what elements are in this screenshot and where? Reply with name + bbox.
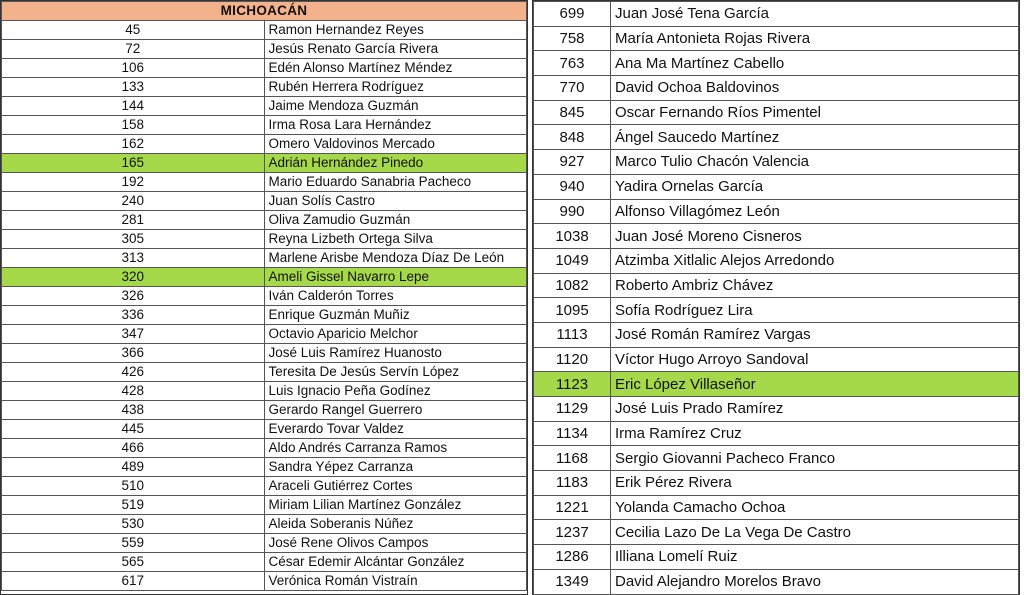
row-name: Ángel Saucedo Martínez [611, 125, 1019, 150]
row-name: Yadira Ornelas García [611, 174, 1019, 199]
row-number: 133 [2, 78, 265, 97]
row-number: 510 [2, 477, 265, 496]
row-number: 1120 [534, 347, 611, 372]
row-number: 1349 [534, 569, 611, 594]
row-number: 320 [2, 268, 265, 287]
table-row [534, 125, 1019, 150]
table-row [2, 40, 527, 59]
row-name: Ameli Gissel Navarro Lepe [264, 268, 527, 287]
row-number: 165 [2, 154, 265, 173]
row-name: Marco Tulio Chacón Valencia [611, 150, 1019, 175]
table-row [534, 520, 1019, 545]
row-number: 1183 [534, 471, 611, 496]
row-name: Iván Calderón Torres [264, 287, 527, 306]
table-row [534, 298, 1019, 323]
row-name: Roberto Ambriz Chávez [611, 273, 1019, 298]
table-row [2, 401, 527, 420]
table-row [534, 322, 1019, 347]
row-number: 347 [2, 325, 265, 344]
row-number: 1134 [534, 421, 611, 446]
row-number: 240 [2, 192, 265, 211]
row-name: Mario Eduardo Sanabria Pacheco [264, 173, 527, 192]
row-number: 763 [534, 51, 611, 76]
row-number: 1129 [534, 397, 611, 422]
row-number: 770 [534, 76, 611, 101]
row-name: Araceli Gutiérrez Cortes [264, 477, 527, 496]
row-number: 845 [534, 100, 611, 125]
table-row [534, 100, 1019, 125]
row-name: Juan Solís Castro [264, 192, 527, 211]
row-number: 366 [2, 344, 265, 363]
table-row [534, 372, 1019, 397]
state-header: MICHOACÁN [2, 2, 527, 21]
table-row [534, 174, 1019, 199]
table-row [2, 382, 527, 401]
row-number: 466 [2, 439, 265, 458]
row-name: José Luis Ramírez Huanosto [264, 344, 527, 363]
row-name: José Luis Prado Ramírez [611, 397, 1019, 422]
table-row [2, 344, 527, 363]
row-number: 45 [2, 21, 265, 40]
table-row [534, 150, 1019, 175]
row-name: Reyna Lizbeth Ortega Silva [264, 230, 527, 249]
row-name: Gerardo Rangel Guerrero [264, 401, 527, 420]
row-number: 848 [534, 125, 611, 150]
row-name: Víctor Hugo Arroyo Sandoval [611, 347, 1019, 372]
row-name: Ana Ma Martínez Cabello [611, 51, 1019, 76]
table-row [2, 211, 527, 230]
table-row [534, 495, 1019, 520]
row-number: 1286 [534, 545, 611, 570]
table-row [534, 397, 1019, 422]
row-number: 144 [2, 97, 265, 116]
row-name: Adrián Hernández Pinedo [264, 154, 527, 173]
row-name: Edén Alonso Martínez Méndez [264, 59, 527, 78]
row-name: María Antonieta Rojas Rivera [611, 26, 1019, 51]
table-row [2, 97, 527, 116]
row-number: 326 [2, 287, 265, 306]
row-name: Teresita De Jesús Servín López [264, 363, 527, 382]
table-row [534, 545, 1019, 570]
right-table [533, 1, 1019, 595]
table-row [2, 173, 527, 192]
table-row [534, 51, 1019, 76]
row-name: Alfonso Villagómez León [611, 199, 1019, 224]
row-number: 281 [2, 211, 265, 230]
table-row [2, 572, 527, 591]
row-name: Enrique Guzmán Muñiz [264, 306, 527, 325]
row-number: 1082 [534, 273, 611, 298]
right-table-panel [532, 0, 1020, 595]
row-number: 1237 [534, 520, 611, 545]
row-name: Sandra Yépez Carranza [264, 458, 527, 477]
row-name: Sofía Rodríguez Lira [611, 298, 1019, 323]
row-number: 1038 [534, 224, 611, 249]
row-name: David Ochoa Baldovinos [611, 76, 1019, 101]
row-number: 1168 [534, 446, 611, 471]
table-row [2, 439, 527, 458]
table-row [534, 471, 1019, 496]
table-row [2, 230, 527, 249]
row-name: César Edemir Alcántar González [264, 553, 527, 572]
row-number: 565 [2, 553, 265, 572]
table-row [2, 78, 527, 97]
table-row [2, 515, 527, 534]
row-number: 428 [2, 382, 265, 401]
row-name: Cecilia Lazo De La Vega De Castro [611, 520, 1019, 545]
row-number: 990 [534, 199, 611, 224]
row-name: Oliva Zamudio Guzmán [264, 211, 527, 230]
row-name: Octavio Aparicio Melchor [264, 325, 527, 344]
table-row [2, 534, 527, 553]
table-row [534, 26, 1019, 51]
row-name: Jaime Mendoza Guzmán [264, 97, 527, 116]
table-row [2, 59, 527, 78]
row-name: David Alejandro Morelos Bravo [611, 569, 1019, 594]
row-number: 699 [534, 2, 611, 27]
row-number: 519 [2, 496, 265, 515]
row-number: 192 [2, 173, 265, 192]
row-number: 1123 [534, 372, 611, 397]
row-number: 158 [2, 116, 265, 135]
row-number: 336 [2, 306, 265, 325]
table-row [534, 248, 1019, 273]
row-number: 445 [2, 420, 265, 439]
row-number: 1113 [534, 322, 611, 347]
left-table [1, 1, 527, 591]
row-name: Everardo Tovar Valdez [264, 420, 527, 439]
row-name: Erik Pérez Rivera [611, 471, 1019, 496]
row-name: Jesús Renato García Rivera [264, 40, 527, 59]
row-number: 617 [2, 572, 265, 591]
row-name: Ramon Hernandez Reyes [264, 21, 527, 40]
table-row [2, 249, 527, 268]
row-number: 313 [2, 249, 265, 268]
row-number: 438 [2, 401, 265, 420]
table-row [534, 76, 1019, 101]
row-name: Irma Rosa Lara Hernández [264, 116, 527, 135]
table-row [2, 496, 527, 515]
row-name: Atzimba Xitlalic Alejos Arredondo [611, 248, 1019, 273]
row-name: Verónica Román Vistraín [264, 572, 527, 591]
row-name: José Rene Olivos Campos [264, 534, 527, 553]
row-number: 489 [2, 458, 265, 477]
row-name: Irma Ramírez Cruz [611, 421, 1019, 446]
table-row [2, 268, 527, 287]
row-number: 530 [2, 515, 265, 534]
table-row [534, 446, 1019, 471]
row-number: 162 [2, 135, 265, 154]
table-row [2, 287, 527, 306]
table-row [2, 325, 527, 344]
row-number: 1095 [534, 298, 611, 323]
row-number: 927 [534, 150, 611, 175]
row-number: 1221 [534, 495, 611, 520]
table-row [2, 154, 527, 173]
row-name: Yolanda Camacho Ochoa [611, 495, 1019, 520]
row-name: Marlene Arisbe Mendoza Díaz De León [264, 249, 527, 268]
row-number: 1049 [534, 248, 611, 273]
row-number: 305 [2, 230, 265, 249]
table-row [2, 116, 527, 135]
table-row [534, 421, 1019, 446]
row-name: Illiana Lomelí Ruiz [611, 545, 1019, 570]
row-name: Juan José Moreno Cisneros [611, 224, 1019, 249]
row-name: Juan José Tena García [611, 2, 1019, 27]
table-row [2, 192, 527, 211]
table-row [2, 135, 527, 154]
row-name: Oscar Fernando Ríos Pimentel [611, 100, 1019, 125]
table-row [534, 2, 1019, 27]
table-row [2, 458, 527, 477]
row-name: Aleida Soberanis Núñez [264, 515, 527, 534]
table-row [534, 569, 1019, 594]
row-number: 106 [2, 59, 265, 78]
table-row [534, 224, 1019, 249]
table-header-row [2, 2, 527, 21]
row-name: Eric López Villaseñor [611, 372, 1019, 397]
table-row [2, 420, 527, 439]
table-row [534, 199, 1019, 224]
row-name: Miriam Lilian Martínez González [264, 496, 527, 515]
table-row [2, 363, 527, 382]
row-number: 758 [534, 26, 611, 51]
row-name: Omero Valdovinos Mercado [264, 135, 527, 154]
row-name: Sergio Giovanni Pacheco Franco [611, 446, 1019, 471]
table-row [2, 306, 527, 325]
row-name: Luis Ignacio Peña Godínez [264, 382, 527, 401]
row-number: 559 [2, 534, 265, 553]
row-name: José Román Ramírez Vargas [611, 322, 1019, 347]
table-row [2, 477, 527, 496]
table-row [534, 347, 1019, 372]
table-row [534, 273, 1019, 298]
row-name: Rubén Herrera Rodríguez [264, 78, 527, 97]
row-number: 72 [2, 40, 265, 59]
row-number: 940 [534, 174, 611, 199]
row-name: Aldo Andrés Carranza Ramos [264, 439, 527, 458]
row-number: 426 [2, 363, 265, 382]
table-row [2, 21, 527, 40]
table-row [2, 553, 527, 572]
